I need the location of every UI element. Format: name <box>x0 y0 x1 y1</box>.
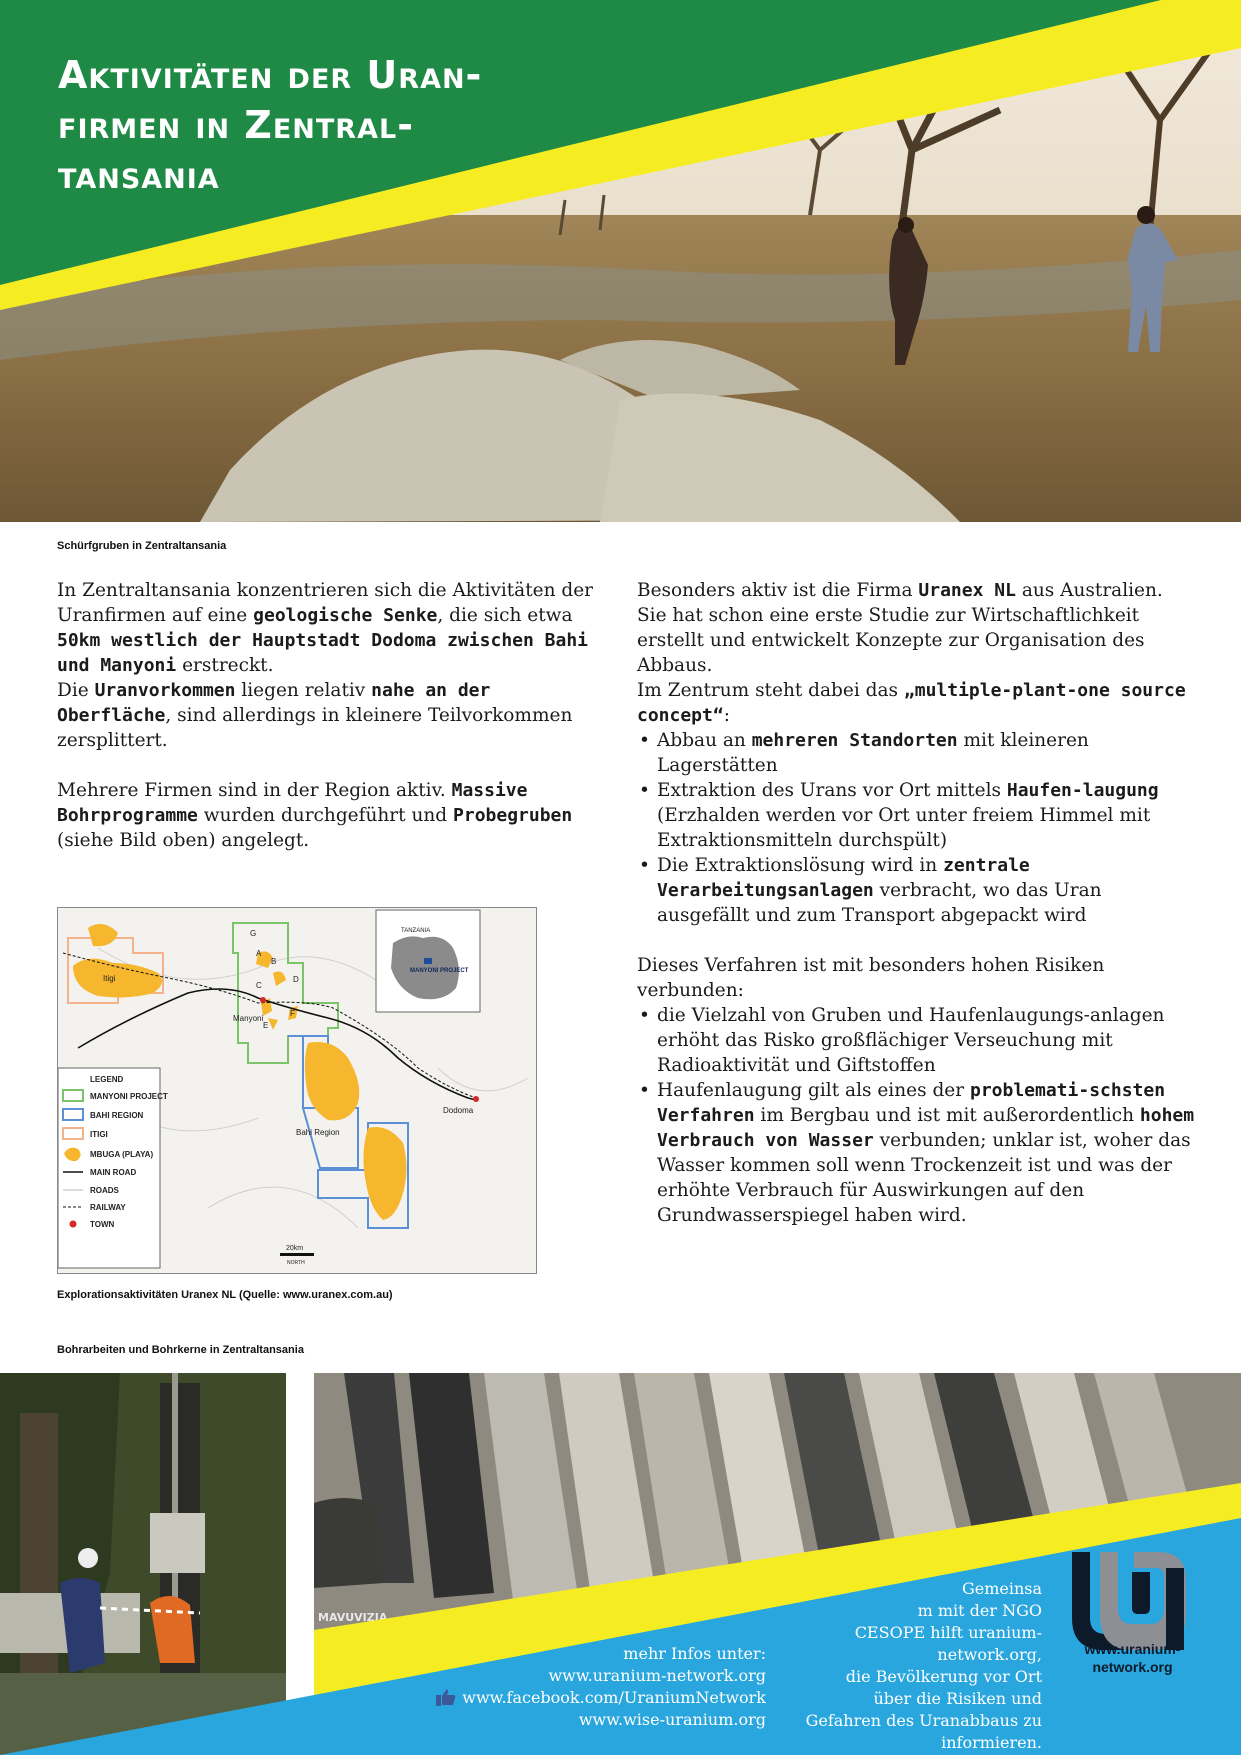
inset-project-label: MANYONI PROJECT <box>410 968 469 974</box>
note-line: die Bevölkerung vor Ort <box>845 1667 1042 1686</box>
map-label-dodoma: Dodoma <box>443 1106 474 1115</box>
note-line: CESOPE hilft uranium- <box>854 1623 1042 1642</box>
list-item: • die Vielzahl von Gruben und Haufenlaugungs-anlagen erhöht das Risko großflächiger Verseuchung mit Radioaktivität und Giftstoffen <box>637 1003 1197 1078</box>
inset-country-label: TANZANIA <box>401 928 431 934</box>
note-line: informieren. <box>941 1733 1042 1752</box>
legend-town: TOWN <box>90 1220 115 1229</box>
concept-list <box>637 728 1197 928</box>
risk-paragraph: Dieses Verfahren ist mit besonders hohen Risiken verbunden: <box>637 955 1105 1001</box>
map-block-d: D <box>293 975 299 984</box>
title-line-3: tansania <box>58 153 220 197</box>
drilling-photo <box>0 1373 286 1755</box>
uranex-paragraph: Besonders aktiv ist die Firma Uranex NL aus Australien. Sie hat schon eine erste Studie zur Wirtschaftlichkeit erstellt und entwickelt Konzepte zur Organisation des Abbaus. <box>637 580 1163 676</box>
emphasis: hohem Verbrauch von Wasser <box>657 1105 1195 1151</box>
more-info-block <box>420 1643 766 1731</box>
link-wise-uranium[interactable]: www.wise-uranium.org <box>578 1710 766 1729</box>
map-block-c: C <box>256 981 262 990</box>
map-block-b: B <box>271 957 277 966</box>
map-block-g: G <box>250 929 257 938</box>
page-title <box>58 50 658 200</box>
logo-text-line-1: www.uranium- <box>1084 1641 1181 1657</box>
emphasis: Uranex NL <box>918 580 1016 601</box>
risk-list <box>637 1003 1197 1228</box>
note-line: über die Risiken und <box>873 1689 1042 1708</box>
map-block-a: A <box>256 949 262 958</box>
note-line: Gefahren des Uranabbaus zu <box>805 1711 1042 1730</box>
map-block-f: F <box>290 1009 295 1018</box>
title-line-1: Aktivitäten der Uran- <box>58 53 483 97</box>
note-line: Gemeinsa <box>961 1579 1042 1598</box>
exploration-map <box>57 907 537 1274</box>
concept-paragraph: Im Zentrum steht dabei das „multiple-plant-one source concept“: <box>637 680 1186 726</box>
list-item: • Die Extraktionslösung wird in zentrale Verarbeitungsanlagen verbracht, wo das Uran ausgefällt und zum Transport abgepackt wird <box>637 853 1197 928</box>
legend-title: LEGEND <box>90 1075 124 1084</box>
bottom-photo-caption: Bohrarbeiten und Bohrkerne in Zentraltansania <box>57 1344 304 1356</box>
facebook-like-icon <box>436 1688 456 1706</box>
legend-mbuga: MBUGA (PLAYA) <box>90 1150 154 1159</box>
emphasis: nahe an der Oberfläche <box>57 680 491 726</box>
uranium-network-logo <box>1066 1548 1192 1654</box>
emphasis: zentrale Verarbeitungsanlagen <box>657 855 1030 901</box>
map-scale-label: 20km <box>286 1245 304 1252</box>
map-label-manyoni: Manyoni <box>233 1014 264 1023</box>
emphasis: Probegruben <box>453 805 573 826</box>
legend-manyoni: MANYONI PROJECT <box>90 1092 168 1101</box>
legend-main-road: MAIN ROAD <box>90 1168 137 1177</box>
cesope-note <box>790 1578 1042 1754</box>
map-label-bahi: Bahi Region <box>296 1128 340 1137</box>
core-label-line-1: MAVUVIZIA <box>318 1611 388 1624</box>
map-north-label: NORTH <box>287 1260 305 1266</box>
map-legend <box>58 1068 168 1268</box>
link-facebook-row[interactable] <box>420 1687 766 1709</box>
emphasis: mehreren Standorten <box>751 730 958 751</box>
note-line: m mit der NGO <box>917 1601 1042 1620</box>
list-item: • Haufenlaugung gilt als eines der problemati-schsten Verfahren im Bergbau und ist mit außerordentlich hohem Verbrauch von Wasser verbunden; unklar ist, woher das Wasser kommen soll wenn Trockenzeit ist und was der erhöhte Verbrauch für Auswirkungen auf den Grundwasserspiegel haben wird. <box>637 1078 1197 1228</box>
note-line: network.org, <box>937 1645 1042 1664</box>
list-item: • Abbau an mehreren Standorten mit kleineren Lagerstätten <box>637 728 1197 778</box>
link-facebook[interactable]: www.facebook.com/UraniumNetwork <box>462 1688 766 1707</box>
companies-paragraph: Mehrere Firmen sind in der Region aktiv. Massive Bohrprogramme wurden durchgeführt und Probegruben (siehe Bild oben) angelegt. <box>57 780 573 851</box>
legend-railway: RAILWAY <box>90 1203 126 1212</box>
map-block-e: E <box>263 1021 269 1030</box>
emphasis: 50km westlich der Hauptstadt Dodoma zwischen Bahi und Manyoni <box>57 630 589 676</box>
emphasis: Uranvorkommen <box>94 680 236 701</box>
deposits-paragraph: Die Uranvorkommen liegen relativ nahe an der Oberfläche, sind allerdings in kleinere Teilvorkommen zersplittert. <box>57 680 573 751</box>
map-label-itigi: Itigi <box>103 974 116 983</box>
link-uranium-network[interactable]: www.uranium-network.org <box>548 1666 766 1685</box>
map-caption: Explorationsaktivitäten Uranex NL (Quelle: www.uranex.com.au) <box>57 1289 393 1301</box>
emphasis: „multiple-plant-one source concept“ <box>637 680 1186 726</box>
emphasis: Haufen-laugung <box>1006 780 1159 801</box>
legend-roads: ROADS <box>90 1186 119 1195</box>
list-item: • Extraktion des Urans vor Ort mittels Haufen-laugung (Erzhalden werden vor Ort unter freiem Himmel mit Extraktionsmitteln durchspült) <box>637 778 1197 853</box>
emphasis: problemati-schsten Verfahren <box>657 1080 1166 1126</box>
left-column <box>57 578 612 853</box>
logo-text-line-2: network.org <box>1092 1659 1173 1675</box>
right-column <box>637 578 1197 1228</box>
emphasis: geologische Senke <box>253 605 438 626</box>
photo-caption: Schürfgruben in Zentraltansania <box>57 540 227 552</box>
legend-bahi: BAHI REGION <box>90 1111 144 1120</box>
legend-itigi: ITIGI <box>90 1130 108 1139</box>
logo-text <box>1060 1640 1205 1676</box>
title-line-2: firmen in Zentral- <box>58 103 414 147</box>
more-info-label: mehr Infos unter: <box>623 1644 766 1663</box>
emphasis: Massive Bohrprogramme <box>57 780 528 826</box>
intro-paragraph: In Zentraltansania konzentrieren sich die Aktivitäten der Uranfirmen auf eine geologische Senke, die sich etwa 50km westlich der Hauptstadt Dodoma zwischen Bahi und Manyoni erstreckt. <box>57 580 594 676</box>
